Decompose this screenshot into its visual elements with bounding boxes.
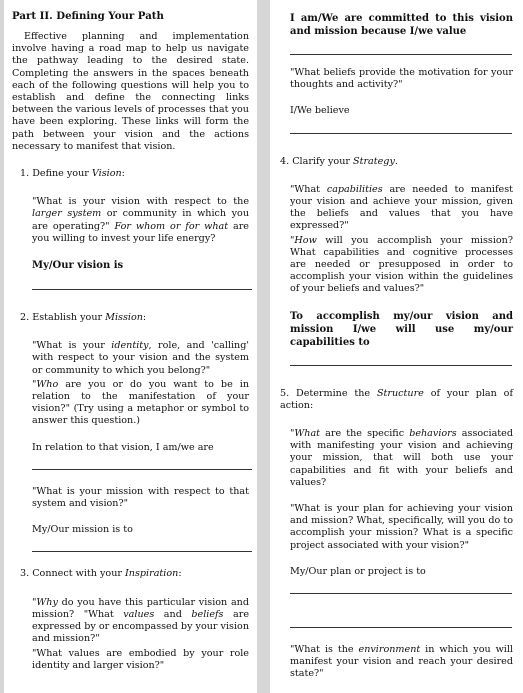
intro-paragraph: Effective planning and implementation involve having a road map to help us navigate the pathway leading to the desired state. Completing the answers in the spaces beneath each of the following questions will help you to establish and define the connecting links between the various levels of processes that you have been exploring. These links will form the path between your vision and the actions necessary to manifest that vision. xyxy=(12,31,249,152)
plan-answer-line-1[interactable] xyxy=(290,593,512,594)
step-1-question: "What is your vision with respect to the larger system or community in which you are operating?" For whom or for what are you willing to invest your life energy? xyxy=(32,196,249,244)
step-5-question-1: "What are the specific behaviors associated with manifesting your vision and achieving your mission, that will both use your capabilities and fit with your beliefs and values? xyxy=(290,428,513,488)
strategy-answer-label: To accomplish my/our vision and mission I/we will use my/our capabilities to xyxy=(290,310,513,348)
step-5-title: 5. Determine the Structure of your plan of action: xyxy=(280,387,514,411)
plan-answer-line-2[interactable] xyxy=(290,627,512,628)
section-heading: Part II. Defining Your Path xyxy=(12,10,164,22)
right-column xyxy=(270,0,523,693)
vision-answer-line[interactable] xyxy=(32,289,252,290)
step-4-question-1: "What capabilities are needed to manifest your vision and achieve your mission, given the beliefs and values that you have expressed?" xyxy=(290,183,513,232)
identity-answer-line[interactable] xyxy=(32,469,252,470)
beliefs-answer-label: I/We believe xyxy=(290,105,350,117)
mission-answer-line[interactable] xyxy=(32,551,252,552)
commitment-label: I am/We are committed to this vision and mission because I/we value xyxy=(290,13,513,37)
step-3-question-2: "What values are embodied by your role identity and larger vision?" xyxy=(32,647,249,671)
plan-answer-label: My/Our plan or project is to xyxy=(290,565,426,577)
step-2-question-1: "What is your identity, role, and 'calling' with respect to your vision and the system or community to which you belong?" xyxy=(32,340,249,376)
step-4-title: 4. Clarify your Strategy. xyxy=(280,155,398,167)
mission-answer-label: My/Our mission is to xyxy=(32,524,133,536)
step-5-question-2: "What is your plan for achieving your vision and mission? What, specifically, will you do to accomplish your mission? What is a specific project associated with your vision?" xyxy=(290,503,513,551)
step-5-question-3: "What is the environment in which you will manifest your vision and reach your desired state?" xyxy=(290,644,513,680)
step-3-title: 3. Connect with your Inspiration: xyxy=(20,568,182,580)
step-3-question-1: "Why do you have this particular vision and mission? "What values and beliefs are expressed by or encompassed by your vision and mission?" xyxy=(32,596,249,645)
left-column xyxy=(4,0,257,693)
identity-answer-label: In relation to that vision, I am/we are xyxy=(32,441,214,453)
step-4-question-2: "How will you accomplish your mission? What capabilities and cognitive processes are needed or presupposed in order to accomplish your vision within the guidelines of your beliefs and values?" xyxy=(290,234,513,295)
beliefs-question: "What beliefs provide the motivation for your thoughts and activity?" xyxy=(290,67,513,91)
beliefs-answer-line[interactable] xyxy=(290,133,512,134)
vision-answer-label: My/Our vision is xyxy=(32,260,124,272)
strategy-answer-line[interactable] xyxy=(290,365,512,366)
step-1-title: 1. Define your Vision: xyxy=(20,168,125,180)
step-2-title: 2. Establish your Mission: xyxy=(20,312,147,324)
values-answer-line[interactable] xyxy=(290,54,512,55)
step-2-question-2: "Who are you or do you want to be in relation to the manifestation of your vision?" (Try using a metaphor or symbol to answer this question.) xyxy=(32,378,249,427)
step-2-question-3: "What is your mission with respect to that system and vision?" xyxy=(32,485,249,510)
